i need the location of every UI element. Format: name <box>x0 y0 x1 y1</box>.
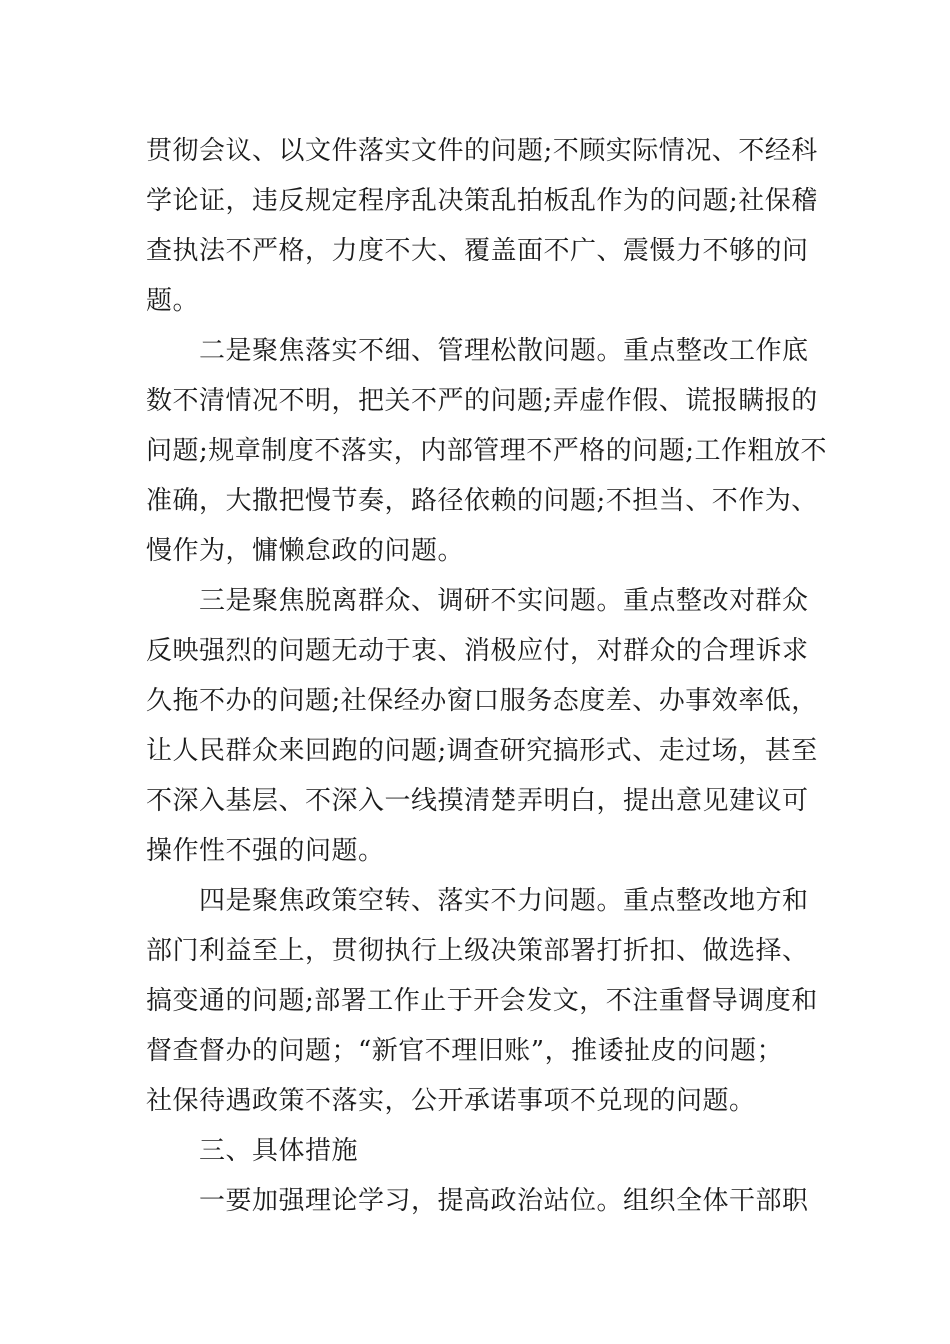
text-line: 四是聚焦政策空转、落实不力问题。重点整改地方和 <box>146 886 809 916</box>
text-line: 查执法不严格，力度不大、覆盖面不广、震慑力不够的问 <box>146 236 809 266</box>
text-line: 一要加强理论学习，提高政治站位。组织全体干部职 <box>146 1186 809 1216</box>
text-line: 反映强烈的问题无动于衷、消极应付，对群众的合理诉求 <box>146 636 809 666</box>
text-line: 三是聚焦脱离群众、调研不实问题。重点整改对群众 <box>146 586 809 616</box>
text-line: 准确，大撒把慢节奏，路径依赖的问题;不担当、不作为、 <box>146 486 818 516</box>
text-line: 二是聚焦落实不细、管理松散问题。重点整改工作底 <box>146 336 809 366</box>
text-line: 操作性不强的问题。 <box>146 836 385 866</box>
text-line: 不深入基层、不深入一线摸清楚弄明白，提出意见建议可 <box>146 786 809 816</box>
text-line: 问题;规章制度不落实，内部管理不严格的问题;工作粗放不 <box>146 436 828 466</box>
text-line: 题。 <box>146 286 200 316</box>
text-line: 部门利益至上，贯彻执行上级决策部署打折扣、做选择、 <box>146 936 809 966</box>
text-line: 久拖不办的问题;社保经办窗口服务态度差、办事效率低， <box>146 686 818 716</box>
text-line: 学论证，违反规定程序乱决策乱拍板乱作为的问题;社保稽 <box>146 186 818 216</box>
text-line: 搞变通的问题;部署工作止于开会发文，不注重督导调度和 <box>146 986 818 1016</box>
text-line: 贯彻会议、以文件落实文件的问题;不顾实际情况、不经科 <box>146 136 818 166</box>
text-line: 社保待遇政策不落实，公开承诺事项不兑现的问题。 <box>146 1086 756 1116</box>
text-line: 数不清情况不明，把关不严的问题;弄虚作假、谎报瞒报的 <box>146 386 818 416</box>
document-body <box>146 126 828 1226</box>
section-heading: 三、具体措施 <box>146 1136 359 1166</box>
text-line: 慢作为，慵懒怠政的问题。 <box>146 536 465 566</box>
text-line: 让人民群众来回跑的问题;调查研究搞形式、走过场，甚至 <box>146 736 818 766</box>
text-line: 督查督办的问题；“新官不理旧账”，推诿扯皮的问题； <box>146 1036 784 1066</box>
